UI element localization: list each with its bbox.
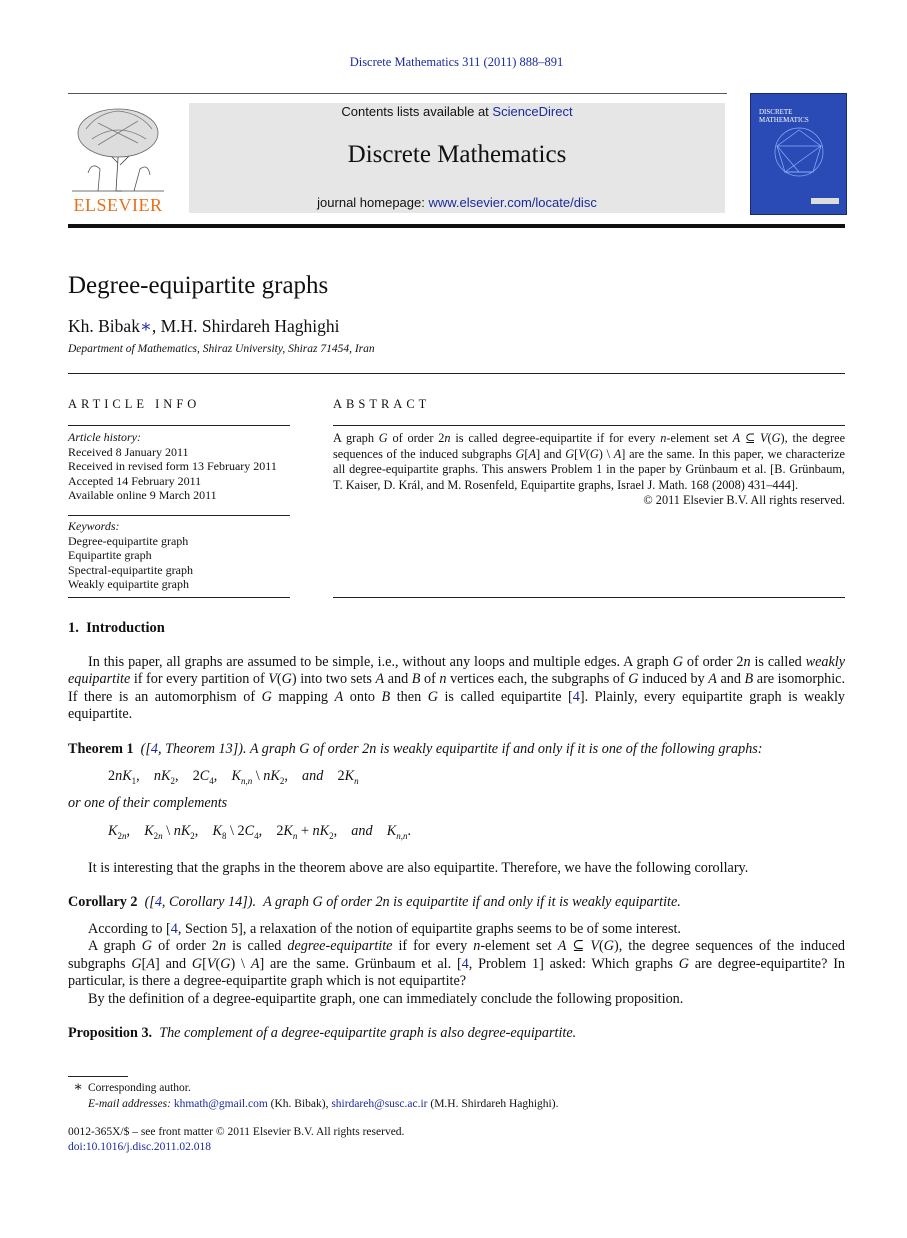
corresponding-author-mark[interactable]: ∗ <box>139 316 152 336</box>
theorem-1: Theorem 1 ([4, Theorem 13]). A graph G of order 2n is weakly equipartite if and only if it is one of the following graphs: <box>68 741 763 757</box>
abstract-text: A graph G of order 2n is called degree-equipartite if for every n-element set A ⊆ V(G), the degree sequences of the induced subgraphs G[A] and G[V(G) \ A] are the same. In this paper, we characterize all degree-equipartite graphs. This answers Problem 1 in the paper by Grünbaum et al. [B. Grünbaum, T. Kaiser, D. Král, and M. Rosenfeld, Equipartite graphs, Israel J. Math. 168 (2008) 431–444]. © 2011 Elsevier B.V. All rights reserved. <box>333 431 846 507</box>
theorem-label: Theorem 1 <box>68 741 134 757</box>
keyword: Weakly equipartite graph <box>68 577 189 591</box>
keyword: Spectral-equipartite graph <box>68 562 193 577</box>
abstract-rule-bottom <box>333 597 845 598</box>
corollary-2: Corollary 2 ([4, Corollary 14]). A graph G of order 2n is equipartite if and only if it is weakly equipartite. <box>68 894 681 910</box>
publisher-name: ELSEVIER <box>73 195 163 215</box>
footnote-mark: ∗ <box>73 1080 83 1095</box>
corollary-label: Corollary 2 <box>68 894 138 910</box>
journal-banner <box>189 103 725 213</box>
author-2: , M.H. Shirdareh Haghighi <box>151 316 340 336</box>
keywords-label: Keywords: <box>68 519 120 533</box>
theorem-remark: It is interesting that the graphs in the theorem above are also equipartite. Therefore, we have the following corollary. <box>88 860 749 876</box>
elsevier-tree-icon <box>68 103 168 193</box>
footnote-rule <box>68 1076 128 1077</box>
issn-line: 0012-365X/$ – see front matter © 2011 Elsevier B.V. All rights reserved. <box>68 1126 405 1138</box>
info-rule-1 <box>68 425 290 426</box>
history-item: Received in revised form 13 February 2011 <box>68 459 277 473</box>
article-info-heading: ARTICLE INFO <box>68 397 201 411</box>
author-1: Kh. Bibak <box>68 316 140 336</box>
keyword: Equipartite graph <box>68 548 152 562</box>
abstract-heading: ABSTRACT <box>333 397 431 411</box>
journal-title: Discrete Mathematics <box>347 141 567 168</box>
contents-line <box>189 104 725 119</box>
proposition-statement: The complement of a degree-equipartite graph is also degree-equipartite. <box>159 1025 577 1041</box>
info-rule-2 <box>68 515 290 516</box>
front-matter <box>68 1125 404 1155</box>
email-link-1[interactable]: khmath@gmail.com <box>173 1098 268 1110</box>
rule-below-affiliation <box>68 373 845 374</box>
author-line <box>68 316 339 337</box>
cover-pentagon-icon <box>751 94 846 214</box>
contents-prefix: Contents lists available at <box>341 104 493 119</box>
footnote: ∗ Corresponding author. E-mail addresses: khmath@gmail.com (Kh. Bibak), shirdareh@susc.ac.ir (M.H. Shirdareh Haghighi). <box>68 1080 848 1112</box>
proposition-3 <box>68 1025 868 1042</box>
history-item: Accepted 14 February 2011 <box>68 473 202 488</box>
homepage-line <box>189 195 725 210</box>
homepage-link[interactable]: www.elsevier.com/locate/disc <box>428 195 597 210</box>
keyword: Degree-equipartite graph <box>68 533 189 548</box>
doi-link[interactable]: doi:10.1016/j.disc.2011.02.018 <box>68 1141 212 1153</box>
header-thick-rule <box>68 224 845 228</box>
intro-paragraph: In this paper, all graphs are assumed to be simple, i.e., without any loops and multiple edges. A graph G of order 2n is called weakly equipartite if for every partition of V(G) into two sets A and B of n vertices each, the subgraphs of G induced by A and B are isomorphic. If there is an automorphism of G mapping A onto B then G is called equipartite [4]. Plainly, every equipartite graph is weakly equipartite. <box>68 654 846 723</box>
header-top-rule <box>68 93 727 94</box>
elsevier-logo <box>68 103 168 215</box>
history-item: Received 8 January 2011 <box>68 444 189 459</box>
ref-link[interactable]: 4 <box>572 688 580 705</box>
ref-link[interactable]: 4 <box>150 741 158 757</box>
complements-text: or one of their complements <box>68 795 228 811</box>
affiliation: Department of Mathematics, Shiraz University, Shiraz 71454, Iran <box>68 343 375 355</box>
cover-title-line2: MATHEMATICS <box>759 116 809 124</box>
theorem-graph-list: $2nK_1$, $nK_2$, $2C_4$, $K_{n,n}$ \ $nK_2$, and $2K_n$ <box>108 768 359 786</box>
journal-cover <box>750 93 847 215</box>
homepage-prefix: journal homepage: <box>317 195 429 210</box>
history-label: Article history: <box>68 430 141 444</box>
and-word: and <box>351 823 373 839</box>
and-word: and <box>302 768 324 784</box>
sciencedirect-link[interactable]: ScienceDirect <box>492 104 573 119</box>
keywords <box>68 519 298 592</box>
copyright: © 2011 Elsevier B.V. All rights reserved. <box>643 493 845 507</box>
relaxation-paragraph: According to [4, Section 5], a relaxation of the notion of equipartite graphs seems to be of some interest. A graph G of order 2n is called degree-equipartite if for every n-element set A ⊆ V(G), the degree sequences of the induced subgraphs G[A] and G[V(G) \ A] are the same. Grünbaum et al. [4, Problem 1] asked: Which graphs G are degree-equipartite? In particular, is there a degree-equipartite graph which is not equipartite? By the definition of a degree-equipartite graph, one can immediately conclude the following proposition. <box>68 921 846 1007</box>
section-heading: 1. Introduction <box>68 620 165 636</box>
complement-graph-list: $K_{2n}$, $K_{2n}$ \ $nK_2$, $K_8$ \ $2C_4$, $2K_n + nK_2$, and $K_{n,n}$. <box>108 823 412 841</box>
ref-link[interactable]: 4 <box>170 921 178 937</box>
history-item: Available online 9 March 2011 <box>68 488 217 502</box>
info-rule-3 <box>68 597 290 598</box>
proposition-label: Proposition 3. <box>68 1025 153 1041</box>
abstract-rule-top <box>333 425 845 426</box>
ref-link[interactable]: 4 <box>461 955 469 972</box>
cover-title-line1: DISCRETE <box>759 108 793 116</box>
article-title: Degree-equipartite graphs <box>68 272 329 299</box>
email-link-2[interactable]: shirdareh@susc.ac.ir <box>331 1098 428 1110</box>
journal-reference[interactable]: Discrete Mathematics 311 (2011) 888–891 <box>349 55 564 69</box>
article-history <box>68 430 298 503</box>
ref-link[interactable]: 4 <box>154 894 162 910</box>
